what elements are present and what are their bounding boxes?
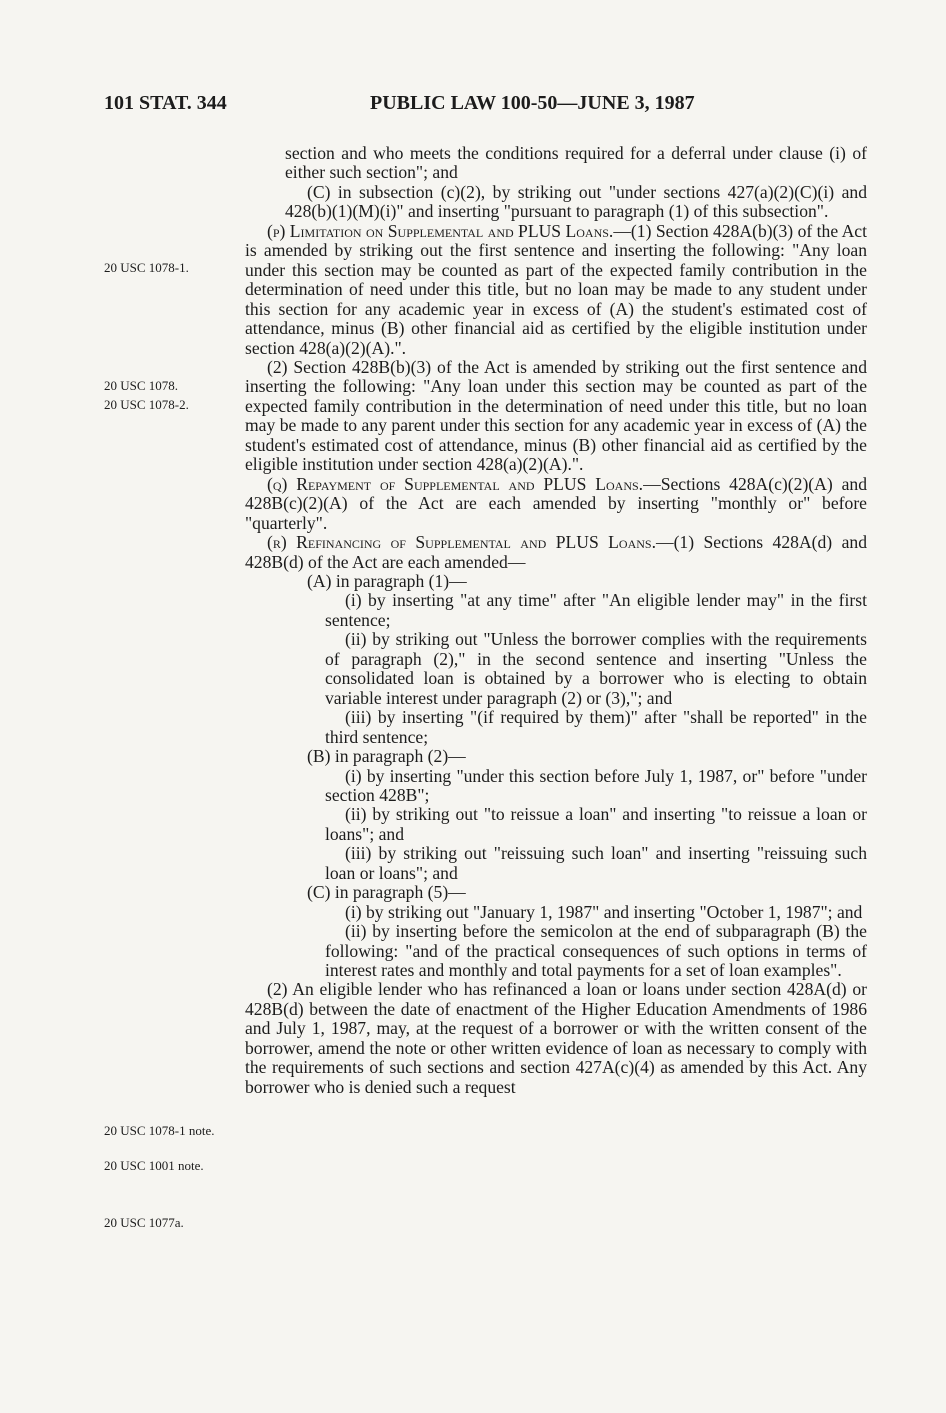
paragraph: (2) Section 428B(b)(3) of the Act is amended by striking out the first sentence and inserting the following: "Any loan under this section may be counted as part of the expected family contribution in the determination of need under this title, but no loan may be made to any parent under this section for any academic year in excess of (A) the student's estimated cost of attendance, minus (B) other financial aid as certified by the eligible institution under section 428(a)(2)(A).". [245, 356, 867, 475]
margin-note: 20 USC 1078-1 note. [104, 1123, 215, 1138]
section-text: —Sections 428A(c)(2)(A) and 428B(c)(2)(A) of the Act are each amended by inserting "monthly or" before "quarterly". [245, 473, 867, 533]
margin-note: 20 USC 1078-1. [104, 260, 189, 275]
margin-note: 20 USC 1078-2. [104, 397, 189, 412]
paragraph: (i) by inserting "under this section before July 1, 1987, or" before "under section 428B"; [325, 765, 867, 805]
paragraph: (C) in paragraph (5)— [307, 882, 466, 903]
paragraph: (ii) by inserting before the semicolon at the end of subparagraph (B) the following: "and of the practical consequences of such options in terms of interest rates and monthly and total payments for a set of loan examples". [325, 921, 867, 981]
paragraph: (2) An eligible lender who has refinanced a loan or loans under section 428A(d) or 428B(d) between the date of enactment of the Higher Education Amendments of 1986 and July 1, 1987, may, at the request of a borrower or with the written consent of the borrower, amend the note or other written evidence of loan as necessary to comply with the requirements of such sections and section 427A(c)(4) as amended by this Act. Any borrower who is denied such a request [245, 979, 867, 1097]
paragraph: (C) in subsection (c)(2), by striking out "under sections 427(a)(2)(C)(i) and 428(b)(1)(M)(i)" and inserting "pursuant to paragraph (1) of this subsection". [285, 181, 867, 222]
section-heading: (r) Refinancing of Supplemental and PLUS Loans. [267, 532, 656, 553]
section-text: —(1) Sections 428A(d) and 428B(d) of the Act are each amended— [245, 532, 867, 572]
section-r [245, 533, 867, 572]
paragraph: (iii) by striking out "reissuing such loan" and inserting "reissuing such loan or loans"; and [325, 843, 867, 883]
section-text: —(1) Section 428A(b)(3) of the Act is amended by striking out the first sentence and inserting the following: "Any loan under this section may be counted as part of the expected family contribution in the determination of need under this title, but no loan may be made to any student under this section for any academic year in excess of (A) the student's estimated cost of attendance, minus (B) other financial aid as certified by the eligible institution under section 428(a)(2)(A).". [245, 220, 867, 358]
margin-note: 20 USC 1001 note. [104, 1158, 204, 1173]
paragraph: (i) by striking out "January 1, 1987" and inserting "October 1, 1987"; and [345, 901, 863, 922]
paragraph: (ii) by striking out "Unless the borrower complies with the requirements of paragraph (2)," in the second sentence and inserting "Unless the consolidated loan is obtained by a borrower who is electing to obtain variable interest under paragraph (2) or (3),"; and [325, 629, 867, 708]
law-title: PUBLIC LAW 100-50—JUNE 3, 1987 [370, 92, 695, 114]
page-header [104, 92, 864, 120]
section-p [245, 222, 867, 358]
statute-reference: 101 STAT. 344 [104, 92, 227, 114]
body-text [245, 144, 867, 1097]
paragraph: (A) in paragraph (1)— [307, 570, 467, 591]
paragraph: (iii) by inserting "(if required by them)" after "shall be reported" in the third sentence; [325, 707, 867, 747]
paragraph: (i) by inserting "at any time" after "An eligible lender may" in the first sentence; [325, 590, 867, 630]
paragraph: (B) in paragraph (2)— [307, 746, 466, 767]
section-heading: (q) Repayment of Supplemental and PLUS Loans. [267, 473, 644, 494]
paragraph: (ii) by striking out "to reissue a loan" and inserting "to reissue a loan or loans"; and [325, 804, 867, 844]
section-heading: (p) Limitation on Supplemental and PLUS Loans. [267, 220, 614, 241]
margin-note: 20 USC 1077a. [104, 1215, 184, 1230]
margin-note: 20 USC 1078. [104, 378, 179, 393]
section-q [245, 475, 867, 533]
paragraph: section and who meets the conditions required for a deferral under clause (i) of either such section"; and [285, 143, 867, 183]
